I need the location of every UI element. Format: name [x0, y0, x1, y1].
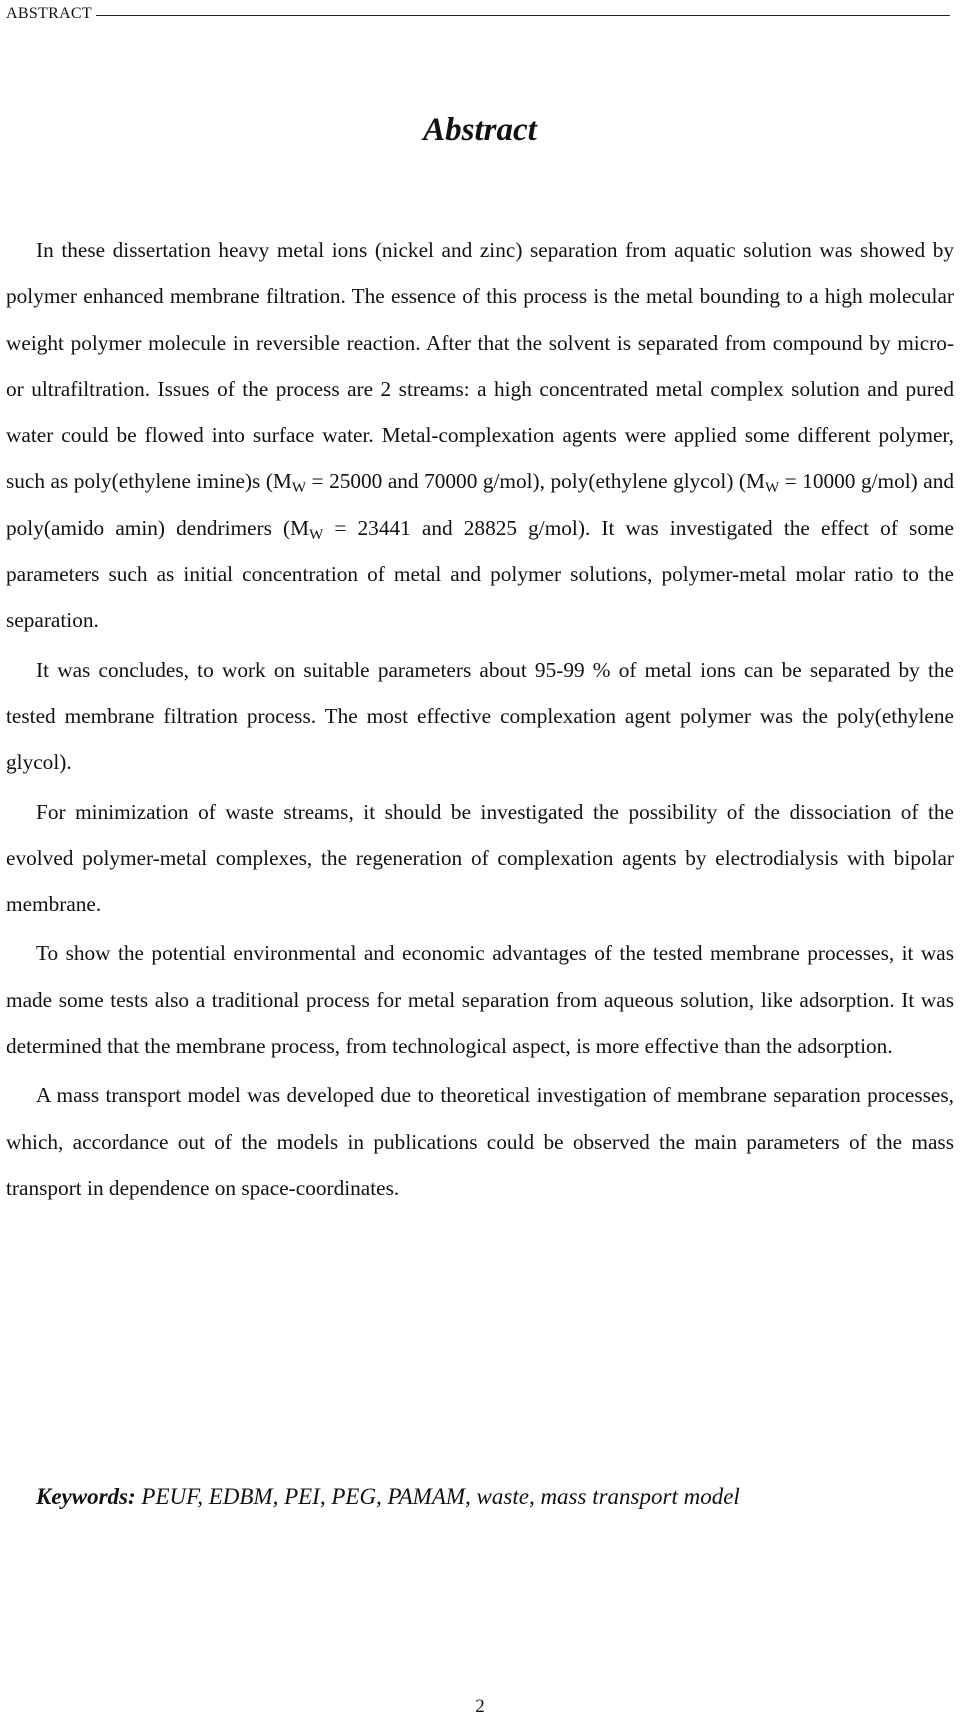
keywords-label: Keywords:	[36, 1484, 136, 1509]
page-number: 2	[475, 1696, 485, 1717]
paragraph-5: A mass transport model was developed due to theoretical investigation of membrane separation processes, which, accordance out of the models in publications could be observed the main parameters of the mass transport in dependence on space-coordinates.	[6, 1083, 954, 1200]
page-title: Abstract	[423, 112, 537, 148]
keywords	[36, 1484, 956, 1510]
paragraph-1-text-c: = 10000 g/mol) and poly(amido amin) dendrimers (M	[6, 469, 954, 540]
running-header	[6, 4, 950, 24]
abstract-body	[6, 227, 954, 1214]
keywords-text: PEUF, EDBM, PEI, PEG, PAMAM, waste, mass transport model	[135, 1484, 740, 1509]
paragraph-2: It was concludes, to work on suitable parameters about 95-99 % of metal ions can be separated by the tested membrane filtration process. The most effective complexation agent polymer was the poly(ethylene glycol).	[6, 657, 954, 775]
paragraph-3: For minimization of waste streams, it should be investigated the possibility of the dissociation of the evolved polymer-metal complexes, the regeneration of complexation agents by electrodialysis with bipolar membrane.	[6, 799, 954, 917]
paragraph-1-text-b: = 25000 and 70000 g/mol), poly(ethylene glycol) (M	[306, 469, 765, 494]
subscript-mw-2: W	[764, 480, 780, 497]
paragraph-1-text-d: = 23441 and 28825 g/mol). It was investigated the effect of some parameters such as initial concentration of metal and polymer solutions, polymer-metal molar ratio to the separation.	[6, 515, 954, 633]
subscript-mw-1: W	[291, 480, 307, 497]
paragraph-1	[6, 227, 954, 644]
subscript-mw-3: W	[309, 526, 324, 543]
paragraph-4: To show the potential environmental and economic advantages of the tested membrane processes, it was made some tests also a traditional process for metal separation from aqueous solution, like adsorption. It was determined that the membrane process, from technological aspect, is more effective than the adsorption.	[6, 941, 954, 1059]
header-rule	[96, 15, 950, 16]
paragraph-1-text-a: In these dissertation heavy metal ions (nickel and zinc) separation from aquatic solution was showed by polymer enhanced membrane filtration. The essence of this process is the metal bounding to a high molecular weight polymer molecule in reversible reaction. After that the solvent is separated from compound by micro- or ultrafiltration. Issues of the process are 2 streams: a high concentrated metal complex solution and pured water could be flowed into surface water. Metal-complexation agents were applied some different polymer, such as poly(ethylene imine)s (M	[6, 238, 954, 494]
running-header-label: ABSTRACT	[6, 5, 92, 22]
